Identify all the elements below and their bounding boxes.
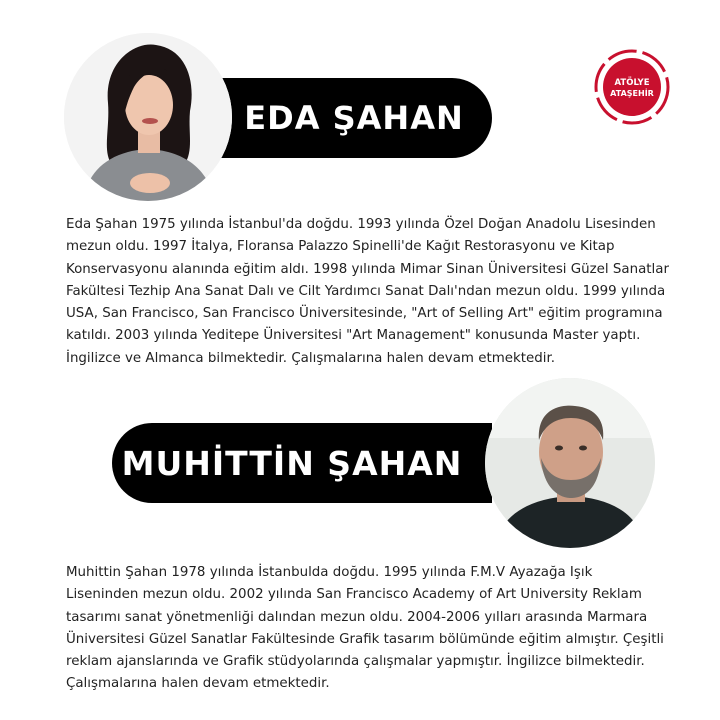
- person1-portrait-image: [64, 33, 232, 201]
- person1-bio: Eda Şahan 1975 yılında İstanbul'da doğdu. 1993 yılında Özel Doğan Anadolu Lisesinden mezun oldu. 1997 İtalya, Floransa Palazzo Spinelli'de Kağıt Restorasyonu ve Kitap Konservasyonu alanında eğitim aldı. 1998 yılında Mimar Sinan Üniversitesi Güzel Sanatlar Fakültesi Tezhip Ana Sanat Dalı ve Cilt Yardımcı Sanat Dalı'ndan mezun oldu. 1999 yılında USA, San Francisco, San Francisco Üniversitesinde, "Art of Selling Art" eğitim programına katıldı. 2003 yılında Yeditepe Üniversitesi "Art Management" konusunda Master yaptı. İngilizce ve Almanca bilmektedir. Çalışmalarına halen devam etmektedir.: [66, 217, 669, 366]
- person2-portrait-image: [485, 378, 655, 548]
- person2-name: MUHİTTİN ŞAHAN: [121, 443, 463, 483]
- person2-portrait: [485, 378, 655, 548]
- atolye-atasehir-logo: [594, 49, 670, 125]
- badge-line2: ATAŞEHİR: [610, 89, 654, 98]
- person1-name: EDA ŞAHAN: [244, 99, 464, 137]
- person2-bio: Muhittin Şahan 1978 yılında İstanbulda doğdu. 1995 yılında F.M.V Ayazağa Işık Liseninden mezun oldu. 2002 yılında San Francisco Academy of Art University Reklam tasarımı sanat yönetmenliği dalından mezun oldu. 2004-2006 yılları arasında Marmara Üniversitesi Güzel Sanatlar Fakültesinde Grafik tasarım bölümünde eğitim almıştır. Çeşitli reklam ajanslarında ve Grafik stüdyolarında çalışmalar yapmıştır. İngilizce bilmektedir. Çalışmalarına halen devam etmektedir.: [66, 565, 664, 692]
- badge-line1: ATÖLYE: [614, 78, 650, 88]
- person1-name-banner: [196, 78, 492, 158]
- person1-portrait: [64, 33, 232, 201]
- person2-name-banner: [112, 423, 492, 503]
